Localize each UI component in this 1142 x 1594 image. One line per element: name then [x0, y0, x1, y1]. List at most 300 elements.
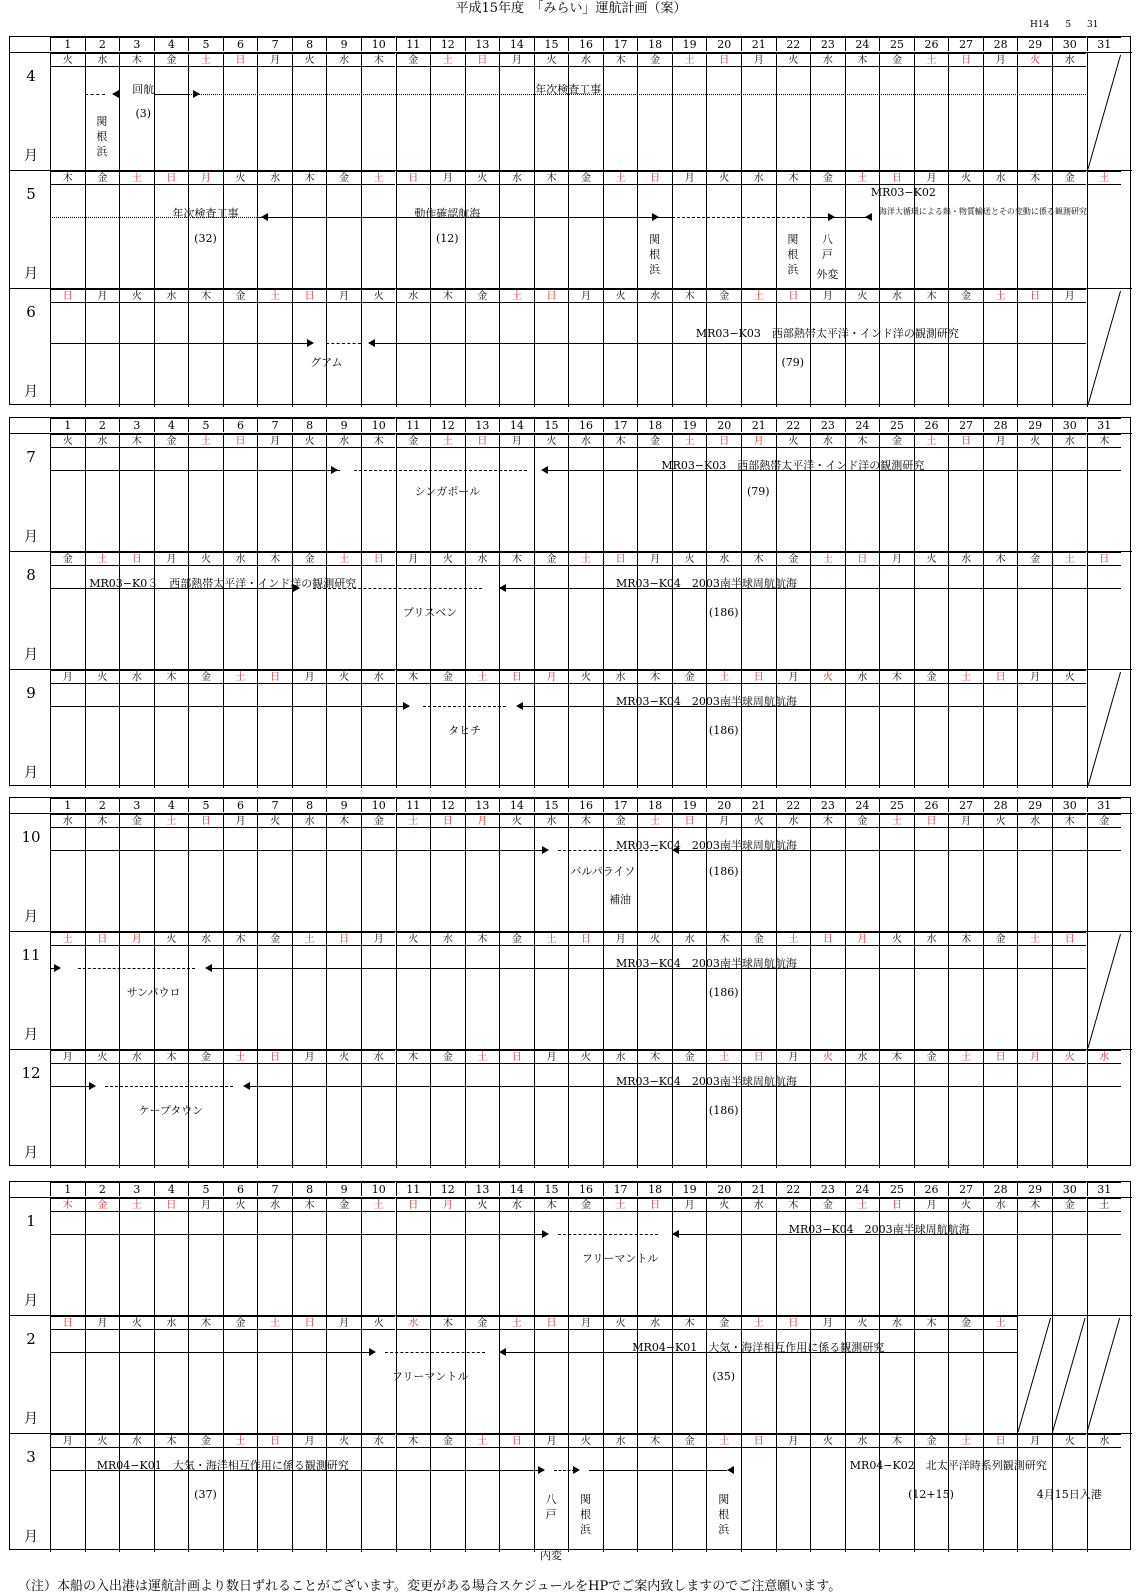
weekday-cell: 火 — [465, 171, 500, 185]
weekday-cell: 火 — [85, 670, 120, 684]
weekday-cell: 水 — [257, 1198, 292, 1212]
day-number: 23 — [810, 418, 845, 432]
day-column — [119, 552, 154, 670]
month-row — [10, 1433, 1132, 1562]
weekday-cell: 火 — [845, 1316, 880, 1330]
weekday-cell: 日 — [672, 814, 707, 828]
month-label: 10 — [21, 828, 41, 846]
day-number: 6 — [223, 37, 258, 51]
weekday-cell: 火 — [568, 1434, 603, 1448]
day-column — [119, 670, 154, 788]
weekday-cell: 土 — [914, 53, 949, 67]
day-column — [465, 1198, 500, 1316]
day-number: 4 — [154, 798, 189, 812]
weekday-cell: 金 — [223, 289, 258, 303]
weekday-cell: 月 — [396, 552, 431, 566]
weekday-cell: 火 — [810, 1050, 845, 1064]
arrow-right-icon — [54, 964, 61, 972]
day-number: 20 — [706, 1182, 741, 1196]
weekday-cell: 土 — [568, 552, 603, 566]
weekday-cell: 火 — [1052, 1434, 1087, 1448]
day-column — [396, 1050, 431, 1168]
quarter-block — [9, 1181, 1131, 1562]
day-column — [568, 53, 603, 171]
weekday-cell: 火 — [741, 814, 776, 828]
day-number: 28 — [983, 418, 1018, 432]
route-line — [50, 1234, 544, 1235]
day-column — [85, 1316, 120, 1434]
day-column — [914, 434, 949, 552]
day-column — [983, 932, 1018, 1050]
weekday-cell: 火 — [948, 171, 983, 185]
weekday-cell: 月 — [776, 1434, 811, 1448]
day-column — [741, 1316, 776, 1434]
weekday-cell: 月 — [85, 1316, 120, 1330]
event-label: フリーマントル — [581, 1252, 659, 1266]
day-column — [741, 552, 776, 670]
day-column — [845, 1050, 880, 1168]
weekday-cell: 水 — [499, 171, 534, 185]
day-column — [776, 552, 811, 670]
day-number: 25 — [879, 798, 914, 812]
arrow-left-icon — [261, 213, 268, 221]
day-number: 12 — [430, 1182, 465, 1196]
unused-days-slash — [1087, 289, 1122, 407]
day-number: 25 — [879, 37, 914, 51]
weekday-cell: 金 — [948, 289, 983, 303]
day-number: 2 — [85, 418, 120, 432]
weekday-cell: 月 — [568, 1316, 603, 1330]
weekday-cell: 火 — [85, 1434, 120, 1448]
event-label: MR03−K04 2003南半球周航航海 — [615, 1075, 797, 1089]
day-column — [154, 552, 189, 670]
corner-note: H14 — [1030, 20, 1050, 30]
weekday-cell: 土 — [223, 1434, 258, 1448]
day-column — [188, 552, 223, 670]
day-column — [119, 171, 154, 289]
day-column — [326, 434, 361, 552]
weekday-cell: 月 — [292, 1434, 327, 1448]
weekday-cell: 月 — [361, 932, 396, 946]
day-column — [85, 932, 120, 1050]
day-column — [361, 1198, 396, 1316]
day-number: 16 — [568, 418, 603, 432]
day-column — [810, 670, 845, 788]
day-number: 1 — [50, 418, 85, 432]
weekday-cell: 水 — [154, 289, 189, 303]
day-column — [257, 171, 292, 289]
day-column — [1052, 289, 1087, 407]
weekday-cell: 日 — [119, 552, 154, 566]
weekday-cell: 土 — [1052, 552, 1087, 566]
month-suffix: 月 — [24, 529, 38, 545]
weekday-cell: 月 — [637, 552, 672, 566]
day-column — [223, 552, 258, 670]
day-column — [1052, 1198, 1087, 1316]
day-column — [534, 53, 569, 171]
day-column — [292, 434, 327, 552]
weekday-cell: 月 — [983, 434, 1018, 448]
month-label: 2 — [26, 1330, 36, 1348]
weekday-cell: 金 — [1052, 1198, 1087, 1212]
day-column — [326, 670, 361, 788]
weekday-cell: 水 — [85, 434, 120, 448]
weekday-cell: 土 — [1087, 1198, 1122, 1212]
weekday-cell: 金 — [568, 171, 603, 185]
weekday-cell: 金 — [499, 932, 534, 946]
weekday-cell: 木 — [396, 1050, 431, 1064]
day-column — [672, 670, 707, 788]
day-number: 30 — [1052, 1182, 1087, 1196]
weekday-cell: 金 — [119, 814, 154, 828]
day-number: 17 — [603, 798, 638, 812]
weekday-cell: 日 — [465, 434, 500, 448]
weekday-cell: 金 — [1087, 814, 1122, 828]
weekday-cell: 水 — [845, 1050, 880, 1064]
weekday-cell: 日 — [983, 1050, 1018, 1064]
arrow-right-icon — [573, 1466, 580, 1474]
weekday-cell: 金 — [672, 1050, 707, 1064]
day-column — [223, 171, 258, 289]
weekday-cell: 木 — [188, 1316, 223, 1330]
day-column — [845, 552, 880, 670]
weekday-cell: 日 — [948, 434, 983, 448]
day-column — [257, 53, 292, 171]
day-number: 13 — [465, 798, 500, 812]
weekday-cell: 火 — [879, 932, 914, 946]
day-column — [257, 1316, 292, 1434]
weekday-cell: 日 — [879, 171, 914, 185]
weekday-cell: 木 — [396, 670, 431, 684]
day-number: 13 — [465, 37, 500, 51]
day-column — [223, 1050, 258, 1168]
weekday-cell: 木 — [879, 1434, 914, 1448]
weekday-cell: 土 — [465, 670, 500, 684]
weekday-cell: 月 — [983, 53, 1018, 67]
day-column — [50, 1316, 85, 1434]
event-label: 回航 — [132, 83, 155, 97]
day-column — [603, 932, 638, 1050]
day-column — [603, 1050, 638, 1168]
day-number-row — [10, 798, 1132, 813]
arrow-right-icon — [542, 846, 549, 854]
weekday-cell: 火 — [223, 1198, 258, 1212]
weekday-cell: 月 — [1017, 1050, 1052, 1064]
weekday-cell: 木 — [361, 53, 396, 67]
day-column — [50, 1434, 85, 1552]
day-number: 5 — [188, 1182, 223, 1196]
day-column — [637, 289, 672, 407]
day-column — [396, 1198, 431, 1316]
day-number: 13 — [465, 1182, 500, 1196]
day-column — [568, 1316, 603, 1434]
day-column — [672, 552, 707, 670]
weekday-cell: 金 — [637, 53, 672, 67]
weekday-cell: 水 — [637, 1316, 672, 1330]
day-column — [188, 814, 223, 932]
day-number: 24 — [845, 1182, 880, 1196]
day-column — [672, 171, 707, 289]
day-column — [637, 670, 672, 788]
weekday-cell: 日 — [154, 1198, 189, 1212]
day-number: 29 — [1017, 1182, 1052, 1196]
day-number: 13 — [465, 418, 500, 432]
day-column — [154, 814, 189, 932]
day-number: 10 — [361, 1182, 396, 1196]
weekday-cell: 土 — [85, 552, 120, 566]
weekday-cell: 月 — [50, 1050, 85, 1064]
month-label: 11 — [21, 946, 41, 964]
weekday-cell: 日 — [983, 670, 1018, 684]
route-line — [50, 1352, 371, 1353]
day-column — [1017, 289, 1052, 407]
month-row — [10, 433, 1132, 551]
day-number-row — [10, 418, 1132, 433]
day-column — [776, 814, 811, 932]
day-column — [257, 289, 292, 407]
day-column — [499, 434, 534, 552]
day-column — [396, 171, 431, 289]
weekday-cell: 水 — [119, 670, 154, 684]
day-column — [672, 1050, 707, 1168]
day-column — [776, 670, 811, 788]
weekday-cell: 金 — [879, 53, 914, 67]
day-column — [154, 53, 189, 171]
day-number: 30 — [1052, 418, 1087, 432]
weekday-cell: 金 — [85, 1198, 120, 1212]
day-column — [810, 814, 845, 932]
day-number: 29 — [1017, 37, 1052, 51]
footnote: （注）本船の入出港は運航計画より数日ずれることがございます。変更がある場合スケジュールをHPでご案内致しますのでご注意願います。 — [18, 1579, 842, 1594]
weekday-cell: 土 — [741, 289, 776, 303]
weekday-cell: 土 — [465, 1434, 500, 1448]
day-column — [879, 1316, 914, 1434]
weekday-cell: 水 — [396, 289, 431, 303]
weekday-cell: 水 — [361, 670, 396, 684]
day-number: 21 — [741, 798, 776, 812]
day-column — [637, 434, 672, 552]
day-column — [326, 1050, 361, 1168]
weekday-cell: 火 — [845, 289, 880, 303]
day-column — [879, 1198, 914, 1316]
day-column — [50, 552, 85, 670]
quarter-block — [9, 36, 1131, 405]
weekday-cell: 水 — [326, 53, 361, 67]
day-number: 12 — [430, 798, 465, 812]
weekday-cell: 火 — [361, 289, 396, 303]
day-number: 14 — [499, 798, 534, 812]
route-line — [423, 706, 506, 707]
day-number: 28 — [983, 1182, 1018, 1196]
day-number: 31 — [1087, 1182, 1122, 1196]
day-column — [188, 1316, 223, 1434]
day-number-row — [10, 1182, 1132, 1197]
event-label: MR03−K02 — [870, 186, 936, 199]
day-column — [983, 552, 1018, 670]
month-row — [10, 551, 1132, 669]
weekday-cell: 土 — [223, 670, 258, 684]
day-column — [948, 1050, 983, 1168]
day-number: 3 — [119, 798, 154, 812]
day-column — [534, 289, 569, 407]
day-column — [292, 171, 327, 289]
day-column — [1052, 814, 1087, 932]
weekday-cell: 水 — [879, 289, 914, 303]
arrow-left-icon — [112, 90, 119, 98]
month-row — [10, 52, 1132, 170]
weekday-cell: 金 — [879, 434, 914, 448]
weekday-cell: 金 — [257, 932, 292, 946]
day-column — [776, 434, 811, 552]
weekday-cell: 火 — [706, 1198, 741, 1212]
weekday-cell: 水 — [499, 1198, 534, 1212]
event-label: (186) — [708, 606, 739, 620]
day-column — [396, 670, 431, 788]
day-number: 24 — [845, 418, 880, 432]
weekday-cell: 火 — [776, 53, 811, 67]
weekday-cell: 土 — [706, 1050, 741, 1064]
weekday-cell: 土 — [223, 1050, 258, 1064]
day-number: 15 — [534, 798, 569, 812]
event-label: MR03−K04 2003南半球周航航海 — [615, 839, 797, 853]
day-column — [568, 670, 603, 788]
route-line — [154, 94, 189, 95]
weekday-cell: 土 — [879, 814, 914, 828]
day-column — [465, 289, 500, 407]
weekday-cell: 火 — [672, 552, 707, 566]
weekday-cell: 火 — [534, 434, 569, 448]
day-column — [465, 814, 500, 932]
weekday-cell: 水 — [119, 1050, 154, 1064]
weekday-cell: 木 — [188, 289, 223, 303]
weekday-cell: 木 — [465, 932, 500, 946]
day-number: 27 — [948, 418, 983, 432]
weekday-cell: 木 — [776, 171, 811, 185]
weekday-cell: 土 — [396, 814, 431, 828]
weekday-cell: 木 — [50, 1198, 85, 1212]
weekday-cell: 木 — [292, 1198, 327, 1212]
weekday-cell: 水 — [879, 1316, 914, 1330]
day-column — [914, 1050, 949, 1168]
day-column — [257, 1198, 292, 1316]
event-label: MR03−K04 2003南半球周航航海 — [615, 577, 797, 591]
day-column — [499, 552, 534, 670]
route-line — [50, 850, 544, 851]
weekday-cell: 木 — [637, 1050, 672, 1064]
day-column — [85, 670, 120, 788]
weekday-cell: 日 — [741, 670, 776, 684]
day-column — [1087, 1050, 1122, 1168]
day-column — [603, 171, 638, 289]
weekday-cell: 水 — [361, 1050, 396, 1064]
day-column — [1087, 1198, 1122, 1316]
weekday-cell: 土 — [810, 552, 845, 566]
weekday-cell: 金 — [85, 171, 120, 185]
day-column — [223, 814, 258, 932]
day-number: 10 — [361, 418, 396, 432]
day-number: 17 — [603, 1182, 638, 1196]
day-column — [430, 289, 465, 407]
weekday-cell: 金 — [292, 552, 327, 566]
weekday-cell: 金 — [948, 1316, 983, 1330]
day-column — [603, 670, 638, 788]
day-number: 30 — [1052, 37, 1087, 51]
day-number: 4 — [154, 1182, 189, 1196]
month-label: 4 — [26, 67, 36, 85]
weekday-cell: 水 — [672, 932, 707, 946]
month-row — [10, 669, 1132, 787]
weekday-cell: 木 — [914, 289, 949, 303]
day-column — [810, 932, 845, 1050]
arrow-left-icon — [541, 466, 548, 474]
day-column — [257, 1050, 292, 1168]
day-number: 27 — [948, 1182, 983, 1196]
corner-note: 5 — [1065, 20, 1072, 30]
day-number: 9 — [326, 798, 361, 812]
weekday-cell: 金 — [1052, 171, 1087, 185]
route-line — [105, 1086, 233, 1087]
day-column — [188, 53, 223, 171]
weekday-cell: 木 — [914, 1316, 949, 1330]
day-column — [741, 1050, 776, 1168]
event-label: (79) — [781, 355, 805, 369]
weekday-cell: 木 — [672, 1316, 707, 1330]
day-column — [292, 814, 327, 932]
weekday-cell: 金 — [154, 53, 189, 67]
day-column — [810, 552, 845, 670]
month-row — [10, 1315, 1132, 1433]
arrow-left-icon — [368, 339, 375, 347]
event-label: (186) — [708, 986, 739, 1000]
weekday-cell: 月 — [776, 670, 811, 684]
day-number: 7 — [257, 418, 292, 432]
day-column — [50, 1050, 85, 1168]
weekday-cell: 月 — [257, 434, 292, 448]
day-column — [430, 1050, 465, 1168]
day-column — [257, 434, 292, 552]
day-number: 29 — [1017, 418, 1052, 432]
weekday-cell: 月 — [50, 670, 85, 684]
weekday-cell: 日 — [879, 1198, 914, 1212]
port-label: 八戸 — [545, 1493, 557, 1522]
event-label: (186) — [708, 724, 739, 738]
arrow-left-icon — [865, 213, 872, 221]
day-number: 21 — [741, 418, 776, 432]
weekday-cell: 日 — [292, 1316, 327, 1330]
weekday-cell: 日 — [430, 814, 465, 828]
weekday-cell: 火 — [534, 53, 569, 67]
weekday-cell: 火 — [326, 1434, 361, 1448]
day-column — [568, 552, 603, 670]
weekday-cell: 土 — [292, 932, 327, 946]
weekday-cell: 火 — [465, 1198, 500, 1212]
day-number: 21 — [741, 37, 776, 51]
day-column — [326, 1434, 361, 1552]
weekday-cell: 火 — [1017, 434, 1052, 448]
weekday-cell: 木 — [50, 171, 85, 185]
day-column — [1017, 552, 1052, 670]
day-column — [499, 670, 534, 788]
day-column — [914, 1316, 949, 1434]
weekday-cell: 日 — [499, 670, 534, 684]
day-column — [879, 1050, 914, 1168]
month-row — [10, 813, 1132, 931]
day-column — [741, 1434, 776, 1552]
day-number: 23 — [810, 37, 845, 51]
day-column — [119, 1316, 154, 1434]
weekday-cell: 土 — [706, 670, 741, 684]
weekday-cell: 土 — [499, 289, 534, 303]
